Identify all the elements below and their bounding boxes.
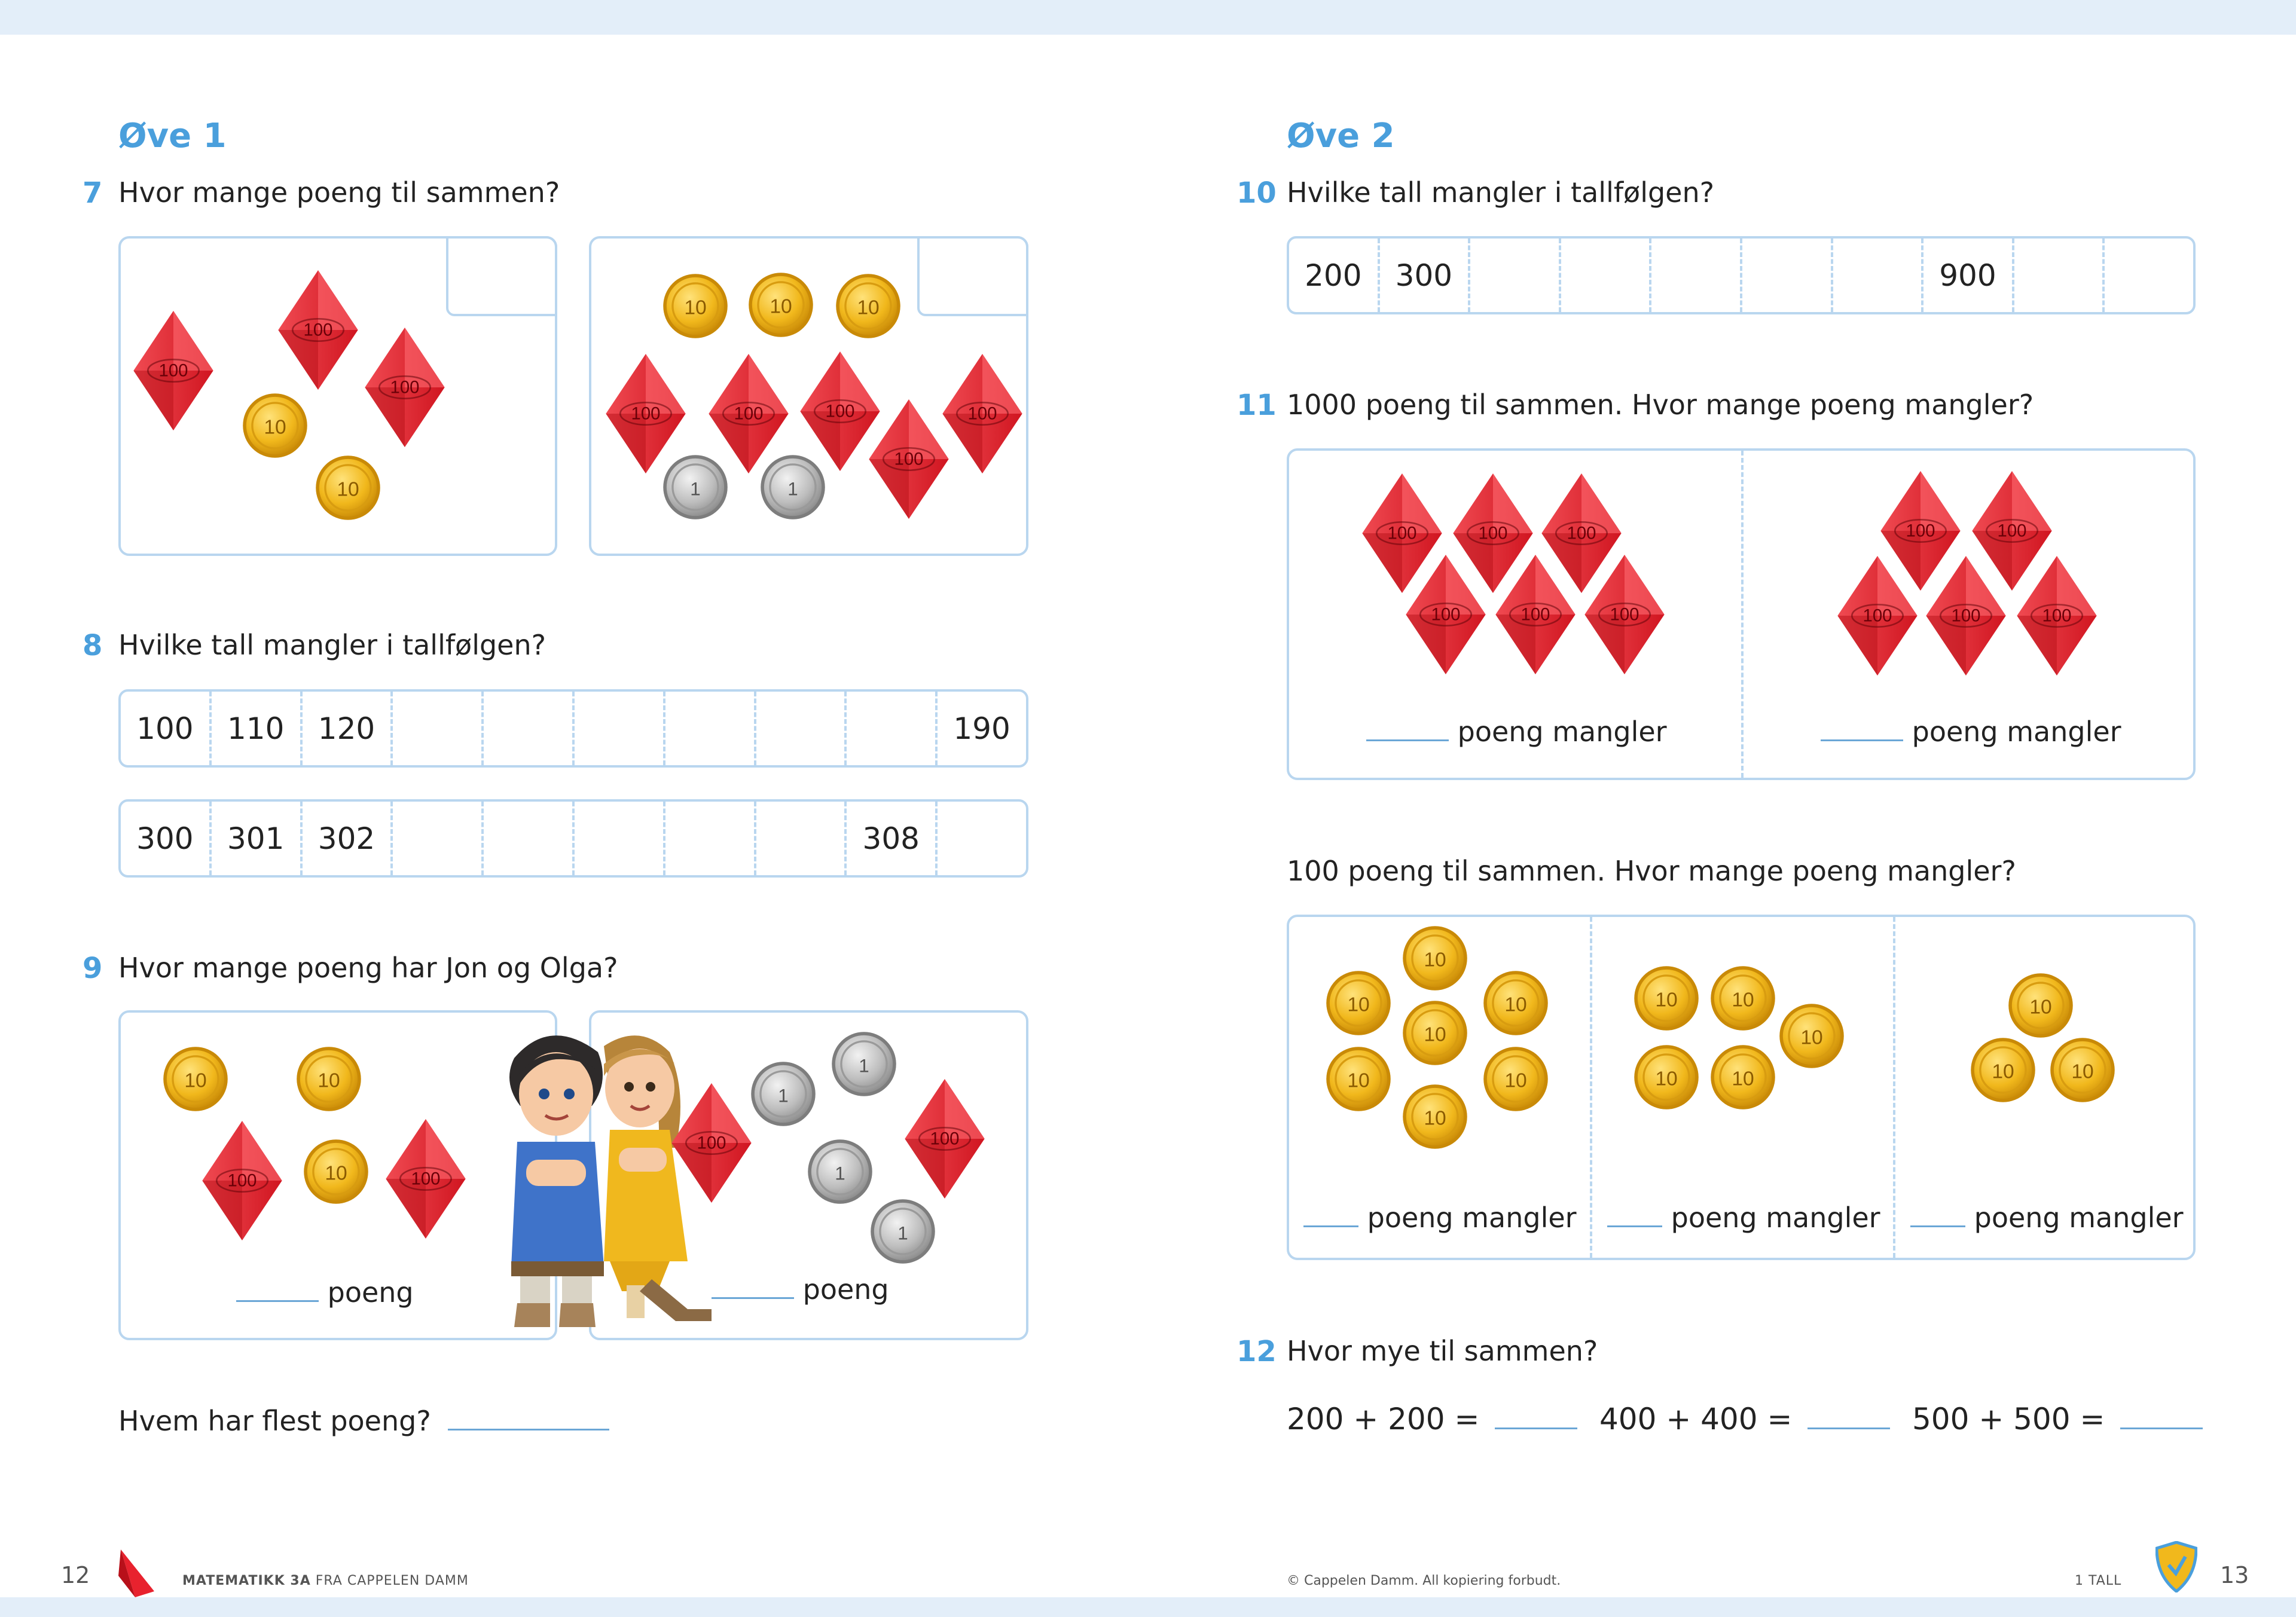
seq-cell-blank[interactable] [1651, 239, 1742, 312]
symbol-value-label: 100 [1431, 604, 1461, 625]
seq-cell-blank[interactable] [484, 692, 575, 765]
seq-cell-blank[interactable] [393, 802, 484, 875]
gold-coin-10-icon [835, 273, 902, 340]
symbol-value-label: 100 [1997, 521, 2027, 541]
q8-number: 8 [83, 629, 103, 662]
q12-number: 12 [1236, 1335, 1277, 1368]
seq-cell-blank[interactable] [484, 802, 575, 875]
symbol-value-label: 10 [264, 416, 286, 439]
q11-label-c: poeng mangler [1303, 1202, 1577, 1234]
gold-coin-10-icon [1402, 1083, 1468, 1150]
diamond-100-icon [386, 1119, 466, 1239]
diamond-100-icon [133, 311, 213, 430]
divider [1893, 917, 1895, 1258]
symbol-value-label: 10 [1732, 1068, 1754, 1090]
symbol-value-label: 10 [1800, 1026, 1823, 1049]
gold-coin-10-icon [662, 273, 729, 340]
q12-text: Hvor mye til sammen? [1287, 1335, 1598, 1367]
answer-blank[interactable] [1366, 739, 1449, 741]
symbol-value-label: 10 [770, 295, 792, 318]
gold-coin-10-icon [1325, 970, 1392, 1037]
q7-number: 7 [83, 176, 103, 210]
answer-blank[interactable] [448, 1429, 609, 1430]
symbol-value-label: 10 [317, 1069, 340, 1092]
symbol-value-label: 100 [697, 1133, 726, 1153]
symbol-value-label: 100 [734, 404, 764, 424]
seq-cell-blank[interactable] [1561, 239, 1652, 312]
diamond-100-icon [365, 328, 445, 447]
symbol-value-label: 10 [325, 1162, 347, 1185]
publisher-logo-icon [118, 1549, 155, 1597]
seq-cell-blank[interactable] [938, 802, 1026, 875]
seq-cell-blank[interactable] [665, 692, 756, 765]
diamond-100-icon [905, 1079, 985, 1199]
q11-text: 1000 poeng til sammen. Hvor mange poeng mangler? [1287, 389, 2034, 421]
symbol-value-label: 100 [1951, 606, 1981, 626]
gold-coin-10-icon [1402, 925, 1468, 992]
symbol-value-label: 100 [967, 404, 997, 424]
seq-cell-blank[interactable] [1833, 239, 1924, 312]
seq-cell-blank[interactable] [847, 692, 938, 765]
gold-coin-10-icon [242, 392, 309, 459]
symbol-value-label: 100 [1610, 604, 1639, 625]
gold-coin-10-icon [2049, 1037, 2116, 1104]
symbol-value-label: 100 [390, 377, 420, 398]
symbol-value-label: 10 [1424, 1023, 1446, 1046]
q10-number: 10 [1236, 176, 1277, 210]
silver-coin-1-icon [807, 1138, 874, 1205]
symbol-value-label: 1 [859, 1055, 869, 1077]
q10-sequence [1287, 236, 2196, 314]
bottom-band [0, 1597, 2296, 1617]
symbol-value-label: 10 [2071, 1060, 2094, 1083]
gold-coin-10-icon [1402, 999, 1468, 1066]
diamond-100-icon [1584, 555, 1665, 674]
divider [1590, 917, 1592, 1258]
diamond-100-icon [942, 354, 1022, 473]
gold-coin-10-icon [2007, 972, 2074, 1039]
q9-number: 9 [83, 952, 103, 985]
q9-followup: Hvem har flest poeng? [118, 1405, 609, 1437]
silver-coin-1-icon [750, 1060, 817, 1127]
gold-coin-10-icon [1709, 1044, 1776, 1111]
gold-coin-10-icon [162, 1046, 229, 1112]
symbol-value-label: 10 [1424, 1107, 1446, 1130]
symbol-value-label: 100 [1906, 521, 1935, 541]
gold-coin-10-icon [747, 271, 814, 338]
silver-coin-1-icon [831, 1031, 897, 1098]
symbol-value-label: 10 [684, 296, 707, 319]
seq-cell: 200 [1289, 239, 1380, 312]
seq-cell-blank[interactable] [1742, 239, 1833, 312]
diamond-100-icon [278, 270, 358, 390]
diamond-100-icon [869, 399, 949, 519]
gold-coin-10-icon [1482, 970, 1549, 1037]
diamond-100-icon [1926, 556, 2006, 675]
symbol-value-label: 100 [411, 1169, 441, 1189]
seq-cell: 300 [121, 802, 212, 875]
page-number-right: 13 [2220, 1562, 2249, 1588]
seq-cell: 300 [1380, 239, 1471, 312]
symbol-value-label: 100 [1863, 606, 1892, 626]
answer-blank[interactable] [1303, 1225, 1358, 1227]
gold-coin-10-icon [1325, 1046, 1392, 1112]
q11-label-e: poeng mangler [1910, 1202, 2184, 1234]
heading-ove-2: Øve 2 [1287, 117, 1395, 155]
divider [1741, 451, 1744, 778]
symbol-value-label: 10 [1504, 1069, 1527, 1092]
gold-coin-10-icon [1633, 965, 1700, 1032]
symbol-value-label: 10 [184, 1069, 207, 1092]
q7-answer-box-a[interactable] [446, 236, 557, 316]
seq-cell-blank[interactable] [665, 802, 756, 875]
gold-coin-10-icon [1709, 965, 1776, 1032]
seq-cell: 302 [303, 802, 393, 875]
gold-coin-10-icon [1633, 1044, 1700, 1111]
gold-coin-10-icon [295, 1046, 362, 1112]
q7-answer-box-b[interactable] [917, 236, 1028, 316]
q11-number: 11 [1236, 389, 1277, 422]
q7-text: Hvor mange poeng til sammen? [118, 176, 560, 209]
seq-cell-blank[interactable] [2014, 239, 2105, 312]
q9-text: Hvor mange poeng har Jon og Olga? [118, 952, 618, 984]
diamond-100-icon [1406, 555, 1486, 674]
symbol-value-label: 1 [835, 1163, 845, 1184]
q9-label-olga: poeng [712, 1273, 889, 1306]
symbol-value-label: 10 [1504, 994, 1527, 1016]
symbol-value-label: 100 [303, 320, 333, 340]
q10-text: Hvilke tall mangler i tallfølgen? [1287, 176, 1715, 209]
answer-blank[interactable] [1910, 1225, 1965, 1227]
seq-cell-blank[interactable] [756, 692, 847, 765]
symbol-value-label: 100 [1567, 523, 1596, 543]
symbol-value-label: 100 [631, 404, 661, 424]
q11-label-b: poeng mangler [1821, 716, 2121, 748]
symbol-value-label: 10 [2029, 996, 2052, 1019]
seq-cell: 190 [953, 711, 1010, 746]
symbol-value-label: 10 [1992, 1060, 2014, 1083]
q11-label-a: poeng mangler [1366, 716, 1667, 748]
symbol-value-label: 10 [1347, 994, 1370, 1016]
chapter-label: 1 TALL [2075, 1573, 2122, 1588]
heading-ove-1: Øve 1 [118, 117, 227, 155]
answer-blank[interactable] [2120, 1428, 2203, 1429]
q9-label-jon: poeng [236, 1276, 414, 1309]
seq-cell: 120 [303, 692, 393, 765]
seq-cell: 301 [212, 802, 303, 875]
silver-coin-1-icon [759, 454, 826, 521]
q8-sequence-2 [118, 799, 1028, 878]
chapter-shield-icon [2155, 1541, 2197, 1592]
silver-coin-1-icon [869, 1198, 936, 1265]
diamond-100-icon [671, 1083, 752, 1203]
symbol-value-label: 100 [1521, 604, 1550, 625]
answer-blank[interactable] [1821, 739, 1903, 741]
symbol-value-label: 10 [337, 478, 359, 501]
q12-equation-2: 400 + 400 = [1599, 1402, 1890, 1436]
seq-cell-blank[interactable] [575, 802, 665, 875]
gold-coin-10-icon [303, 1138, 370, 1205]
gold-coin-10-icon [1970, 1037, 2037, 1104]
copyright: © Cappelen Damm. All kopiering forbudt. [1287, 1573, 1561, 1588]
diamond-100-icon [1495, 555, 1576, 674]
gold-coin-10-icon [315, 454, 381, 521]
book-title: MATEMATIKK 3A FRA CAPPELEN DAMM [182, 1573, 469, 1588]
seq-cell: 100 [121, 692, 212, 765]
symbol-value-label: 1 [787, 478, 798, 500]
symbol-value-label: 10 [1655, 1068, 1678, 1090]
answer-blank[interactable] [1808, 1428, 1890, 1429]
symbol-value-label: 10 [1347, 1069, 1370, 1092]
seq-cell-blank[interactable] [756, 802, 847, 875]
q12-equation-3: 500 + 500 = [1912, 1402, 2203, 1436]
page-number-left: 12 [61, 1562, 90, 1588]
symbol-value-label: 100 [158, 360, 188, 381]
symbol-value-label: 100 [894, 449, 924, 469]
top-band [0, 0, 2296, 35]
symbol-value-label: 10 [1732, 989, 1754, 1011]
seq-cell-blank[interactable] [575, 692, 665, 765]
seq-cell-blank[interactable] [1470, 239, 1561, 312]
symbol-value-label: 100 [227, 1170, 257, 1191]
answer-blank[interactable] [236, 1300, 319, 1302]
diamond-100-icon [800, 351, 880, 471]
symbol-value-label: 10 [857, 296, 880, 319]
symbol-value-label: 1 [690, 478, 701, 500]
diamond-100-icon [202, 1121, 282, 1240]
gold-coin-10-icon [1778, 1002, 1845, 1069]
gold-coin-10-icon [1482, 1046, 1549, 1112]
symbol-value-label: 10 [1424, 949, 1446, 971]
symbol-value-label: 100 [1478, 523, 1508, 543]
seq-cell: 900 [1923, 239, 2014, 312]
diamond-100-icon [1837, 556, 1918, 675]
symbol-value-label: 100 [930, 1129, 960, 1149]
answer-blank[interactable] [1495, 1428, 1577, 1429]
symbol-value-label: 1 [897, 1222, 908, 1244]
seq-cell-blank[interactable] [2105, 239, 2193, 312]
symbol-value-label: 1 [778, 1085, 789, 1106]
q8-sequence-1 [118, 689, 1028, 768]
symbol-value-label: 10 [1655, 989, 1678, 1011]
silver-coin-1-icon [662, 454, 729, 521]
q11-text-2: 100 poeng til sammen. Hvor mange poeng mangler? [1287, 855, 2016, 887]
answer-blank[interactable] [1607, 1225, 1662, 1227]
seq-cell: 308 [847, 802, 938, 875]
symbol-value-label: 100 [1387, 523, 1417, 543]
diamond-100-icon [2017, 556, 2097, 675]
seq-cell-blank[interactable] [393, 692, 484, 765]
symbol-value-label: 100 [2042, 606, 2072, 626]
symbol-value-label: 100 [825, 401, 855, 421]
q8-text: Hvilke tall mangler i tallfølgen? [118, 629, 546, 661]
seq-cell: 110 [212, 692, 303, 765]
q12-equation-1: 200 + 200 = [1287, 1402, 1577, 1436]
q11-label-d: poeng mangler [1607, 1202, 1880, 1234]
